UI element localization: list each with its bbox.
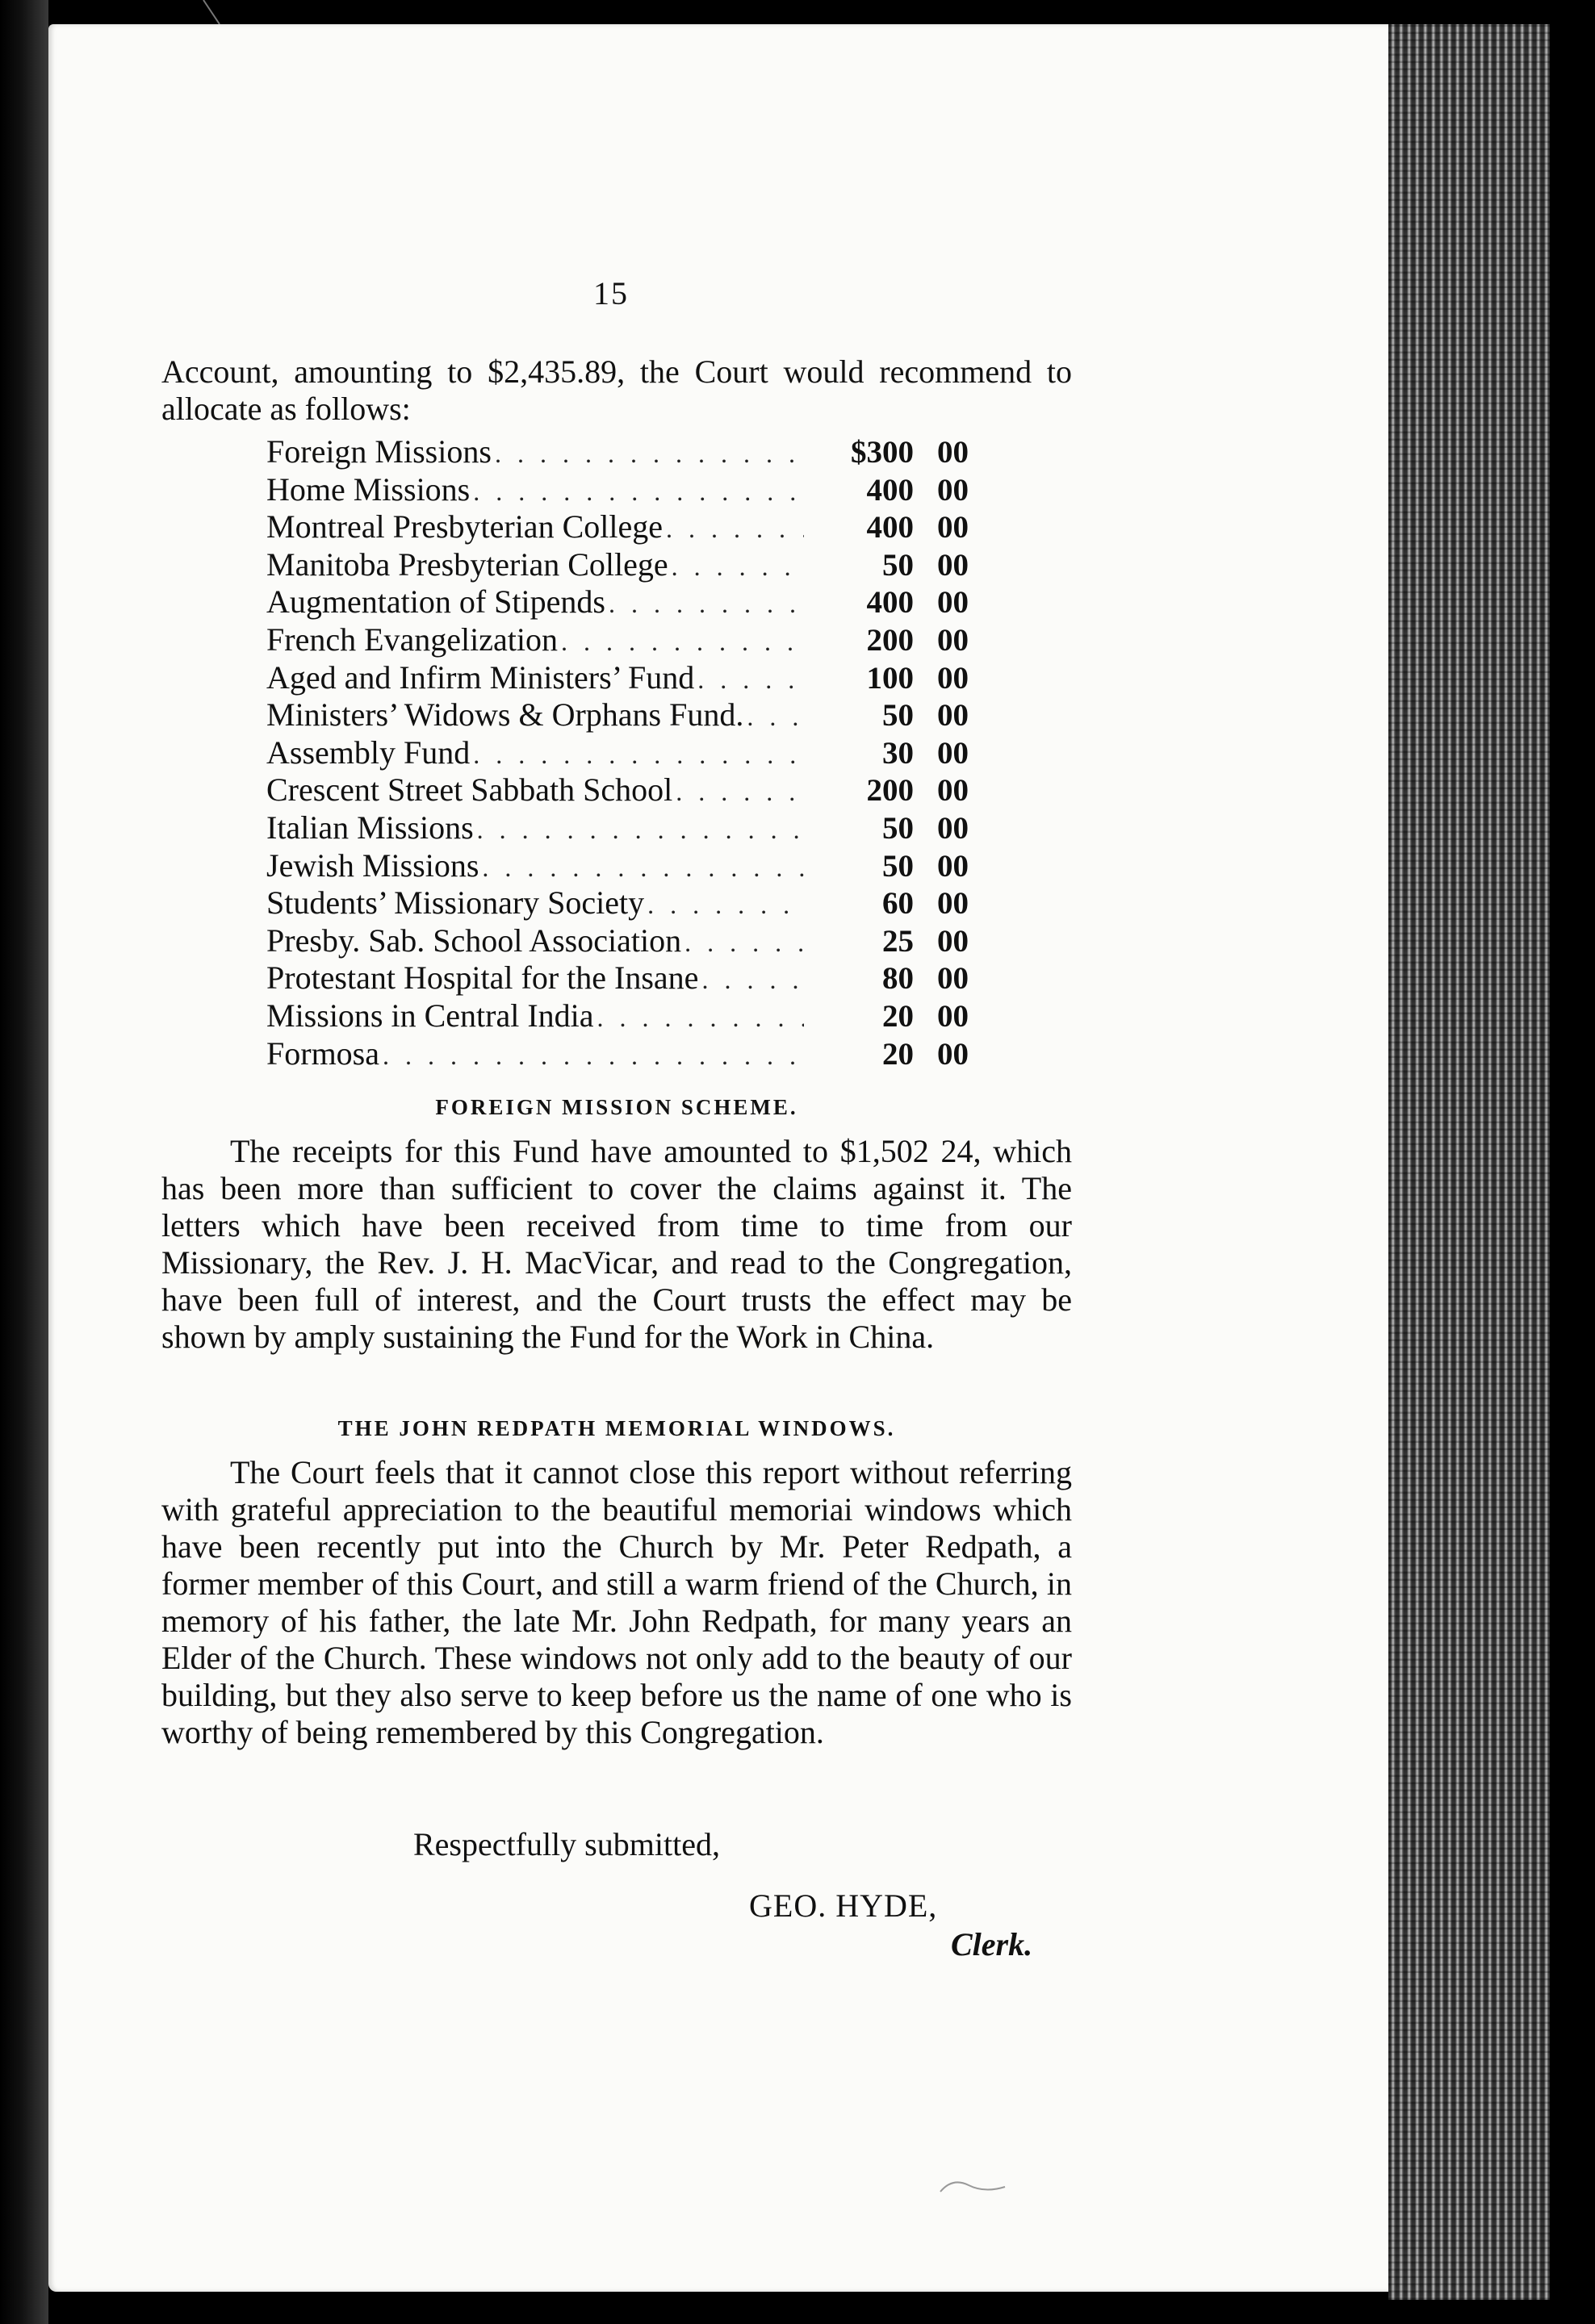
dot-leader bbox=[666, 514, 804, 544]
dot-leader bbox=[561, 627, 804, 657]
allocation-cents: 00 bbox=[937, 773, 969, 809]
allocation-row bbox=[266, 997, 969, 1035]
allocation-row bbox=[266, 621, 969, 658]
allocation-cents: 00 bbox=[937, 585, 969, 621]
allocation-row bbox=[266, 696, 969, 734]
memorial-heading: THE JOHN REDPATH MEMORIAL WINDOWS. bbox=[337, 1416, 896, 1440]
allocation-cents: 00 bbox=[937, 923, 969, 959]
scan-right-edge bbox=[1550, 0, 1595, 2324]
dot-leader bbox=[747, 702, 804, 732]
allocation-row bbox=[266, 884, 969, 922]
allocation-dollars: 60 bbox=[882, 886, 914, 922]
book-page-edges bbox=[1388, 24, 1550, 2300]
allocation-row bbox=[266, 922, 969, 959]
allocation-row bbox=[266, 959, 969, 997]
dot-leader bbox=[473, 477, 804, 507]
allocation-cents: 00 bbox=[937, 435, 969, 470]
allocation-row bbox=[266, 1035, 969, 1072]
allocation-cents: 00 bbox=[937, 886, 969, 922]
allocation-cents: 00 bbox=[937, 472, 969, 508]
allocation-label: Students’ Missionary Society bbox=[266, 884, 645, 922]
dot-leader bbox=[383, 1041, 804, 1071]
allocation-row bbox=[266, 583, 969, 621]
allocation-row bbox=[266, 809, 969, 846]
allocation-cents: 00 bbox=[937, 698, 969, 734]
allocation-dollars: 400 bbox=[866, 585, 914, 621]
allocation-dollars: 50 bbox=[882, 698, 914, 734]
allocation-dollars: 20 bbox=[882, 998, 914, 1034]
signature-title: Clerk. bbox=[951, 1926, 1033, 1962]
allocation-dollars: 50 bbox=[882, 848, 914, 884]
allocation-list bbox=[266, 433, 969, 1072]
allocation-cents: 00 bbox=[937, 998, 969, 1034]
allocation-label: Protestant Hospital for the Insane bbox=[266, 959, 699, 997]
dot-leader bbox=[597, 1003, 804, 1033]
allocation-dollars: 200 bbox=[866, 622, 914, 658]
allocation-label: Assembly Fund bbox=[266, 734, 471, 771]
foreign-mission-heading: FOREIGN MISSION SCHEME. bbox=[435, 1095, 798, 1119]
signature-name: GEO. HYDE, bbox=[749, 1887, 938, 1924]
allocation-label: Ministers’ Widows & Orphans Fund. bbox=[266, 696, 744, 734]
memorial-text: The Court feels that it cannot close this report without referring with grateful appreciation to the beautiful memoriai windows which have been recently put into the Church by Mr. Peter Redpath, a former member of this Court, and still a warm friend of the Church, in memory of his father, the late Mr. John Redpath, for many years an Elder of the Church. These windows not only add to the beauty of our building, but they also serve to keep before us the name of one who is worthy of being remembered by this Congregation. bbox=[161, 1454, 1072, 1750]
allocation-row bbox=[266, 658, 969, 696]
pencil-mark bbox=[936, 2169, 1009, 2201]
allocation-row bbox=[266, 433, 969, 470]
allocation-label: Formosa bbox=[266, 1035, 379, 1072]
scan-corner-mark bbox=[202, 0, 221, 24]
allocation-dollars: 30 bbox=[882, 735, 914, 771]
allocation-dollars: 80 bbox=[882, 961, 914, 997]
allocation-label: Home Missions bbox=[266, 470, 471, 508]
foreign-mission-text: The receipts for this Fund have amounted to $1,502 24, which has been more than sufficient to cover the claims against it. The letters which have been received from time to time from our Missionary, the Rev. J. H. MacVicar, and read to the Congregation, have been full of interest, and the Court trusts the effect may be shown by amply sustaining the Fund for the Work in China. bbox=[161, 1133, 1072, 1355]
allocation-cents: 00 bbox=[937, 547, 969, 583]
foreign-mission-paragraph bbox=[161, 1133, 1072, 1356]
allocation-cents: 00 bbox=[937, 848, 969, 884]
dot-leader bbox=[684, 928, 804, 958]
allocation-cents: 00 bbox=[937, 622, 969, 658]
allocation-label: Manitoba Presbyterian College bbox=[266, 545, 668, 583]
allocation-label: Crescent Street Sabbath School bbox=[266, 771, 673, 809]
dot-leader bbox=[495, 439, 804, 469]
allocation-dollars: 100 bbox=[866, 660, 914, 696]
allocation-dollars: 200 bbox=[866, 773, 914, 809]
allocation-label: Montreal Presbyterian College bbox=[266, 508, 663, 545]
memorial-paragraph bbox=[161, 1454, 1072, 1751]
dot-leader bbox=[701, 965, 804, 995]
allocation-row bbox=[266, 508, 969, 545]
allocation-dollars: 25 bbox=[882, 923, 914, 959]
allocation-dollars: 50 bbox=[882, 547, 914, 583]
allocation-label: Augmentation of Stipends bbox=[266, 583, 605, 621]
closing-line: Respectfully submitted, bbox=[413, 1826, 720, 1862]
page-number: 15 bbox=[593, 275, 629, 311]
allocation-cents: 00 bbox=[937, 510, 969, 545]
dot-leader bbox=[482, 853, 804, 883]
allocation-row bbox=[266, 470, 969, 508]
allocation-label: Presby. Sab. School Association bbox=[266, 922, 682, 959]
allocation-label: Foreign Missions bbox=[266, 433, 492, 470]
allocation-label: Aged and Infirm Ministers’ Fund bbox=[266, 658, 695, 696]
allocation-label: Missions in Central India bbox=[266, 997, 594, 1034]
allocation-cents: 00 bbox=[937, 660, 969, 696]
allocation-dollars: 400 bbox=[866, 510, 914, 545]
allocation-dollars: 400 bbox=[866, 472, 914, 508]
allocation-cents: 00 bbox=[937, 961, 969, 997]
dot-leader bbox=[477, 815, 804, 845]
allocation-label: French Evangelization bbox=[266, 621, 558, 658]
scan-left-edge bbox=[0, 0, 48, 2324]
dot-leader bbox=[672, 552, 804, 582]
allocation-cents: 00 bbox=[937, 735, 969, 771]
allocation-cents: 00 bbox=[937, 810, 969, 846]
dot-leader bbox=[473, 740, 804, 770]
allocation-dollars: 50 bbox=[882, 810, 914, 846]
allocation-label: Jewish Missions bbox=[266, 846, 479, 884]
allocation-row bbox=[266, 771, 969, 809]
dot-leader bbox=[676, 777, 804, 807]
dot-leader bbox=[647, 890, 804, 920]
allocation-dollars: 20 bbox=[882, 1036, 914, 1072]
allocation-row bbox=[266, 545, 969, 583]
allocation-row bbox=[266, 734, 969, 771]
allocation-dollars: $300 bbox=[851, 435, 914, 470]
dot-leader bbox=[609, 589, 804, 619]
dot-leader bbox=[697, 665, 804, 695]
intro-paragraph: Account, amounting to $2,435.89, the Court would recommend to allocate as follows: bbox=[161, 353, 1072, 427]
allocation-row bbox=[266, 846, 969, 884]
allocation-label: Italian Missions bbox=[266, 809, 474, 846]
allocation-cents: 00 bbox=[937, 1036, 969, 1072]
